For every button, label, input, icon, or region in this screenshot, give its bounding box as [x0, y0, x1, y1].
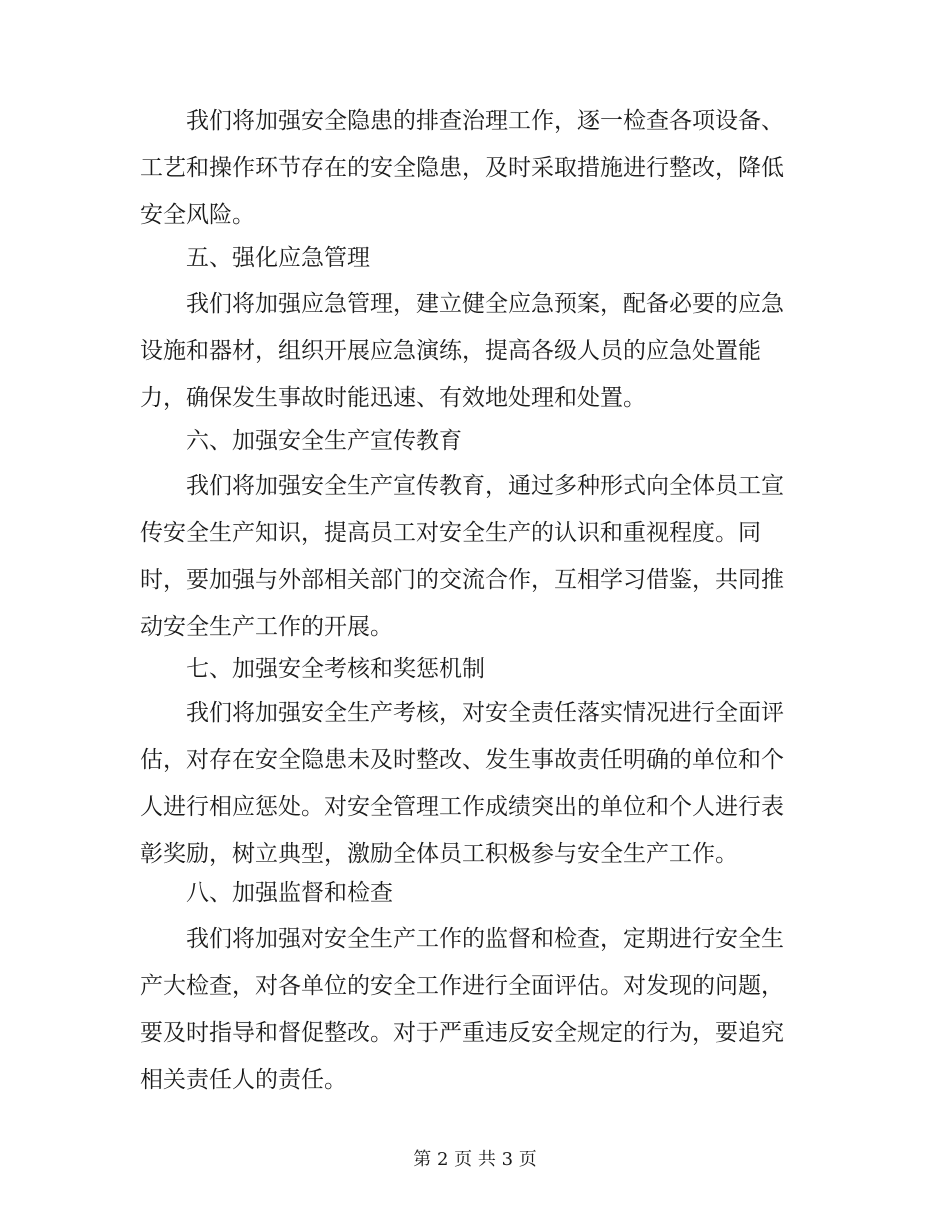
paragraph-line: 工艺和操作环节存在的安全隐患，及时采取措施进行整改，降低 — [140, 155, 784, 181]
section-heading-text: 七、加强安全考核和奖惩机制 — [186, 656, 485, 682]
section-heading-text: 五、强化应急管理 — [186, 245, 370, 271]
paragraph-line: 安全风险。 — [140, 202, 255, 228]
paragraph-line: 设施和器材，组织开展应急演练，提高各级人员的应急处置能 — [140, 338, 761, 364]
paragraph-line: 要及时指导和督促整改。对于严重违反安全规定的行为，要追究 — [140, 1020, 784, 1046]
body-paragraph — [140, 98, 820, 239]
paragraph-line: 我们将加强安全生产宣传教育，通过多种形式向全体员工宣 — [186, 473, 784, 499]
section-heading — [140, 870, 820, 917]
section-heading-text: 八、加强监督和检查 — [186, 880, 393, 906]
paragraph-line: 产大检查，对各单位的安全工作进行全面评估。对发现的问题， — [140, 973, 784, 999]
section-heading — [140, 235, 820, 282]
paragraph-line: 我们将加强对安全生产工作的监督和检查，定期进行安全生 — [186, 926, 784, 952]
section-heading — [140, 418, 820, 465]
paragraph-line: 我们将加强应急管理，建立健全应急预案，配备必要的应急 — [186, 291, 784, 317]
paragraph-line: 力，确保发生事故时能迅速、有效地处理和处置。 — [140, 385, 646, 411]
paragraph-line: 我们将加强安全生产考核，对安全责任落实情况进行全面评 — [186, 700, 784, 726]
paragraph-line: 彰奖励，树立典型，激励全体员工积极参与安全生产工作。 — [140, 841, 738, 867]
section-heading-text: 六、加强安全生产宣传教育 — [186, 428, 462, 454]
page-footer: 第 2 页 共 3 页 — [413, 1149, 537, 1170]
paragraph-line: 传安全生产知识，提高员工对安全生产的认识和重视程度。同 — [140, 520, 761, 546]
body-paragraph — [140, 463, 820, 651]
paragraph-line: 我们将加强安全隐患的排查治理工作，逐一检查各项设备、 — [186, 108, 784, 134]
body-paragraph — [140, 690, 820, 878]
section-heading — [140, 646, 820, 693]
body-paragraph — [140, 281, 820, 422]
paragraph-line: 动安全生产工作的开展。 — [140, 614, 393, 640]
paragraph-line: 时，要加强与外部相关部门的交流合作，互相学习借鉴，共同推 — [140, 567, 784, 593]
paragraph-line: 估，对存在安全隐患未及时整改、发生事故责任明确的单位和个 — [140, 747, 784, 773]
body-paragraph — [140, 916, 820, 1104]
paragraph-line: 人进行相应惩处。对安全管理工作成绩突出的单位和个人进行表 — [140, 794, 784, 820]
paragraph-line: 相关责任人的责任。 — [140, 1067, 347, 1093]
